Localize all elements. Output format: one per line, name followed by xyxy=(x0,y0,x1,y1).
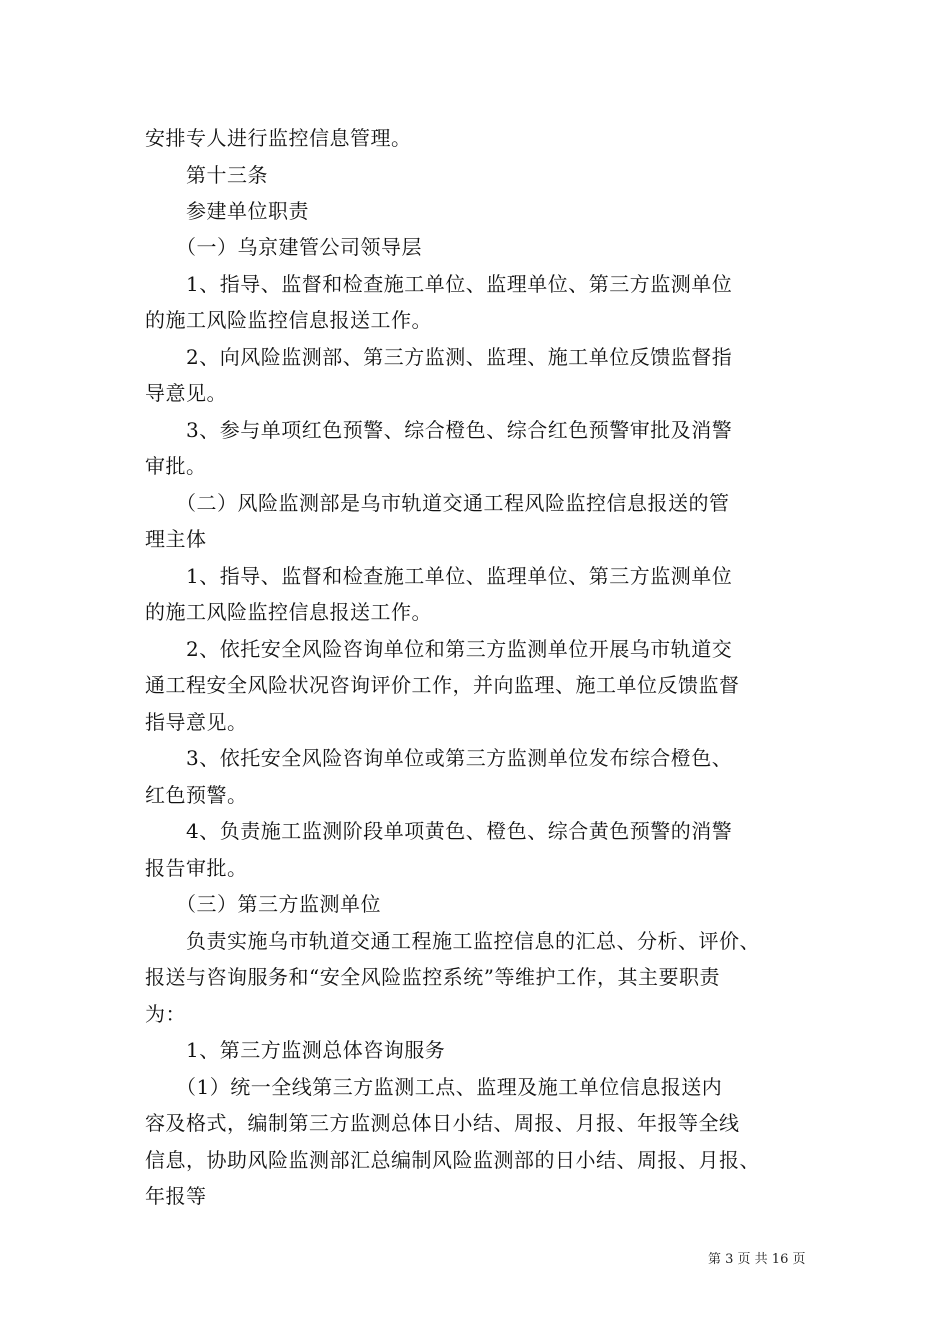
text-line: 红色预警。 xyxy=(145,783,248,807)
text-line: 3、依托安全风险咨询单位或第三方监测单位发布综合橙色、 xyxy=(145,746,733,770)
text-line: 第十三条 xyxy=(145,163,268,187)
text-line: 容及格式，编制第三方监测总体日小结、周报、月报、年报等全线 xyxy=(145,1111,740,1135)
text-line: （二）风险监测部是乌市轨道交通工程风险监控信息报送的管 xyxy=(145,491,730,515)
text-line: 3、参与单项红色预警、综合橙色、综合红色预警审批及消警 xyxy=(145,418,733,442)
text-line: 1、指导、监督和检查施工单位、监理单位、第三方监测单位 xyxy=(145,564,733,588)
text-line: 报告审批。 xyxy=(145,856,248,880)
text-line: 1、指导、监督和检查施工单位、监理单位、第三方监测单位 xyxy=(145,272,733,296)
text-line: 指导意见。 xyxy=(145,710,248,734)
text-line: 2、向风险监测部、第三方监测、监理、施工单位反馈监督指 xyxy=(145,345,733,369)
text-line: 审批。 xyxy=(145,454,207,478)
text-line: 为： xyxy=(145,1002,186,1026)
text-line: （1）统一全线第三方监测工点、监理及施工单位信息报送内 xyxy=(145,1075,723,1099)
text-line: 负责实施乌市轨道交通工程施工监控信息的汇总、分析、评价、 xyxy=(145,929,760,953)
text-line: 的施工风险监控信息报送工作。 xyxy=(145,600,432,624)
text-line: 的施工风险监控信息报送工作。 xyxy=(145,308,432,332)
text-line: 通工程安全风险状况咨询评价工作，并向监理、施工单位反馈监督 xyxy=(145,673,740,697)
text-line: （一）乌京建管公司领导层 xyxy=(145,235,422,259)
text-line: 报送与咨询服务和“安全风险监控系统”等维护工作，其主要职责 xyxy=(145,965,720,989)
text-line: 安排专人进行监控信息管理。 xyxy=(145,126,412,150)
text-line: 1、第三方监测总体咨询服务 xyxy=(145,1038,446,1062)
text-line: 2、依托安全风险咨询单位和第三方监测单位开展乌市轨道交 xyxy=(145,637,733,661)
text-line: （三）第三方监测单位 xyxy=(145,892,381,916)
text-line: 导意见。 xyxy=(145,381,227,405)
text-line: 信息，协助风险监测部汇总编制风险监测部的日小结、周报、月报、 xyxy=(145,1148,760,1172)
page-footer: 第 3 页 共 16 页 xyxy=(708,1252,806,1267)
text-line: 年报等 xyxy=(145,1184,207,1208)
text-line: 参建单位职责 xyxy=(145,199,309,223)
text-line: 理主体 xyxy=(145,527,207,551)
text-line: 4、负责施工监测阶段单项黄色、橙色、综合黄色预警的消警 xyxy=(145,819,733,843)
